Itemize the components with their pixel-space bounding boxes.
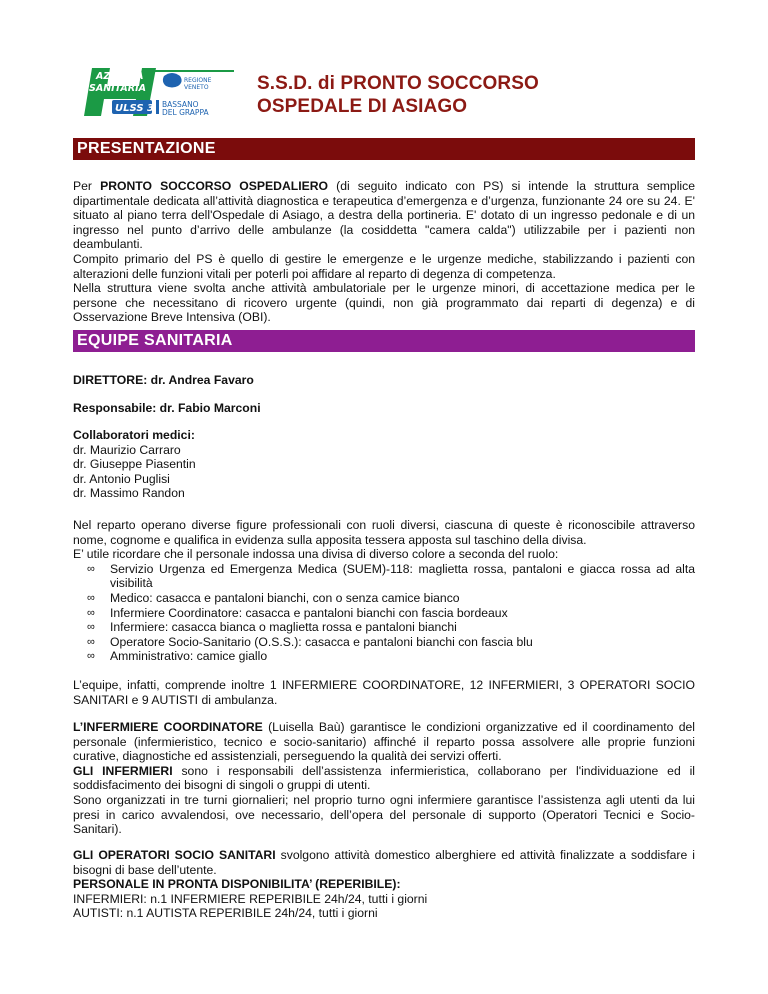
figure-paragraph-1: Nel reparto operano diverse figure professionali con ruoli diversi, ciascuna di queste è riconoscibile attraverso nome, cognome e qualifica in evidenza sulla apposita tessera apposta sul taschino della divisa. bbox=[73, 518, 695, 547]
oss-paragraph bbox=[73, 848, 695, 877]
collaboratore-item: dr. Giuseppe Piasentin bbox=[73, 457, 196, 472]
responsabile: Responsabile: dr. Fabio Marconi bbox=[73, 401, 261, 415]
list-item bbox=[73, 649, 695, 664]
collaboratore-item: dr. Maurizio Carraro bbox=[73, 442, 181, 457]
direttore: DIRETTORE: dr. Andrea Favaro bbox=[73, 373, 254, 387]
logo-bassano-text: BASSANO bbox=[162, 100, 199, 109]
bullet-icon: ∞ bbox=[87, 621, 95, 634]
role-text: Medico: casacca e pantaloni bianchi, con o senza camice bianco bbox=[110, 590, 460, 605]
infermieri-paragraph bbox=[73, 764, 695, 793]
logo-ulss-text: ULSS 3 bbox=[115, 103, 154, 114]
collaboratore-item: dr. Antonio Puglisi bbox=[73, 471, 170, 486]
p1-rest: (di seguito indicato con PS) si intende la struttura semplice dipartimentale dedicata all’attività diagnostica e terapeutica d’emergenza e d’urgenza, funzionante 24 ore su 24. E' situato al piano terra dell'Ospedale di Asiago, a destra della portineria. E' dotato di un ingresso pedonale e di un ingresso nel punto d’arrivo delle ambulanze (la cosiddetta "camera calda") utilizzabile per i pazienti non deambulanti. bbox=[73, 179, 695, 252]
divise-list bbox=[73, 562, 695, 664]
presentazione-paragraph-1 bbox=[73, 179, 695, 252]
presentazione-paragraph-3: Nella struttura viene svolta anche attività ambulatoriale per le urgenze minori, di accettazione medica per le persone che necessitano di ricovero urgente (quindi, non già programmato dai reparti di degenza) e di Osservazione Breve Intensiva (OBI). bbox=[73, 281, 695, 325]
logo-text-line1: AZIENDA bbox=[96, 71, 144, 82]
bullet-icon: ∞ bbox=[87, 591, 95, 604]
logo-veneto-text: VENETO bbox=[184, 84, 209, 91]
logo-green-line bbox=[148, 70, 234, 72]
title-line-1: S.S.D. di PRONTO SOCCORSO bbox=[257, 73, 539, 94]
role-text: Infermiere: casacca bianca o maglietta rossa e pantaloni bianchi bbox=[110, 620, 457, 635]
coordinatore-rest: (Luisella Baù) garantisce le condizioni organizzative ed il coordinamento del personale (infermieristico, tecnico e socio-sanitario) affinché il reparto possa assolvere alle proprie funzioni curative, diagnostiche ed assistenziali, perseguendo la qualità dei servizi offerti. bbox=[73, 720, 696, 764]
oss-bold: GLI OPERATORI SOCIO SANITARI bbox=[73, 848, 276, 862]
bullet-icon: ∞ bbox=[87, 562, 95, 575]
page-title bbox=[257, 72, 539, 118]
infermieri-bold: GLI INFERMIERI bbox=[73, 763, 173, 778]
collaboratori-block bbox=[73, 428, 695, 501]
logo-divider bbox=[156, 100, 159, 114]
presentazione-body bbox=[73, 179, 695, 325]
role-text: Amministrativo: camice giallo bbox=[110, 649, 268, 664]
bullet-icon: ∞ bbox=[87, 650, 95, 663]
title-line-2: OSPEDALE DI ASIAGO bbox=[257, 96, 468, 117]
turni-paragraph: Sono organizzati in tre turni giornalieri; nel proprio turno ogni infermiere garantisce l’assistenza agli utenti da lui presi in carico avvalendosi, ove necessario, dell’opera del personale di supporto (Operatori Tecnici e Socio-Sanitari). bbox=[73, 792, 695, 837]
p1-prefix: Per bbox=[73, 179, 101, 193]
reperibile-autisti: AUTISTI: n.1 AUTISTA REPERIBILE 24h/24, tutti i giorni bbox=[73, 906, 378, 921]
collaboratori-label: Collaboratori medici: bbox=[73, 428, 195, 442]
ruoli-descrizione bbox=[73, 720, 695, 837]
infermieri-rest: sono i responsabili dell’assistenza infermieristica, collaborano per l'individuazione ed il soddisfacimento dei bisogni di singoli o gruppi di utenti. bbox=[73, 763, 695, 793]
section-heading-equipe: EQUIPE SANITARIA bbox=[73, 330, 695, 352]
p1-bold: PRONTO SOCCORSO OSPEDALIERO bbox=[100, 179, 329, 193]
collaboratore-item: dr. Massimo Randon bbox=[73, 486, 185, 501]
bullet-icon: ∞ bbox=[87, 606, 95, 619]
section-heading-presentazione: PRESENTAZIONE bbox=[73, 138, 695, 160]
list-item bbox=[73, 606, 695, 621]
figure-paragraph-2: E’ utile ricordare che il personale indossa una divisa di diverso colore a seconda del ruolo: bbox=[73, 547, 559, 562]
oss-rest: svolgono attività domestico alberghiere ed attività finalizzate a soddisfare i bisogni di base dell’utente. bbox=[73, 848, 695, 877]
oss-block bbox=[73, 848, 695, 921]
bullet-icon: ∞ bbox=[87, 635, 95, 648]
logo-regione-text: REGIONE bbox=[184, 77, 212, 84]
ulss-logo bbox=[84, 66, 234, 118]
role-text: Servizio Urgenza ed Emergenza Medica (SUEM)-118: maglietta rossa, pantaloni e giacca rossa ad alta visibilità bbox=[110, 561, 695, 591]
role-text: Infermiere Coordinatore: casacca e pantaloni bianchi con fascia bordeaux bbox=[110, 605, 508, 620]
coordinatore-paragraph bbox=[73, 720, 695, 764]
logo-text-line2: SANITARIA bbox=[89, 83, 146, 94]
presentazione-paragraph-2: Compito primario del PS è quello di gestire le emergenze e le urgenze mediche, stabilizzando i pazienti con alterazioni delle funzioni vitali per poterli poi affidare al reparto di degenza di competenza. bbox=[73, 251, 695, 281]
regione-lion-icon bbox=[163, 73, 182, 88]
reperibile-heading: PERSONALE IN PRONTA DISPONIBILITA’ (REPERIBILE): bbox=[73, 877, 401, 892]
list-item bbox=[73, 591, 695, 606]
coordinatore-bold: L’INFERMIERE COORDINATORE bbox=[73, 720, 263, 734]
list-item bbox=[73, 620, 695, 635]
composizione-equipe: L’equipe, infatti, comprende inoltre 1 INFERMIERE COORDINATORE, 12 INFERMIERI, 3 OPERATORI SOCIO SANITARI e 9 AUTISTI di ambulanza. bbox=[73, 678, 695, 707]
figure-professionali bbox=[73, 518, 695, 664]
list-item bbox=[73, 635, 695, 650]
list-item bbox=[73, 562, 695, 591]
role-text: Operatore Socio-Sanitario (O.S.S.): casacca e pantaloni bianchi con fascia blu bbox=[110, 634, 533, 649]
logo-grappa-text: DEL GRAPPA bbox=[162, 108, 209, 117]
reperibile-infermieri: INFERMIERI: n.1 INFERMIERE REPERIBILE 24h/24, tutti i giorni bbox=[73, 891, 428, 906]
